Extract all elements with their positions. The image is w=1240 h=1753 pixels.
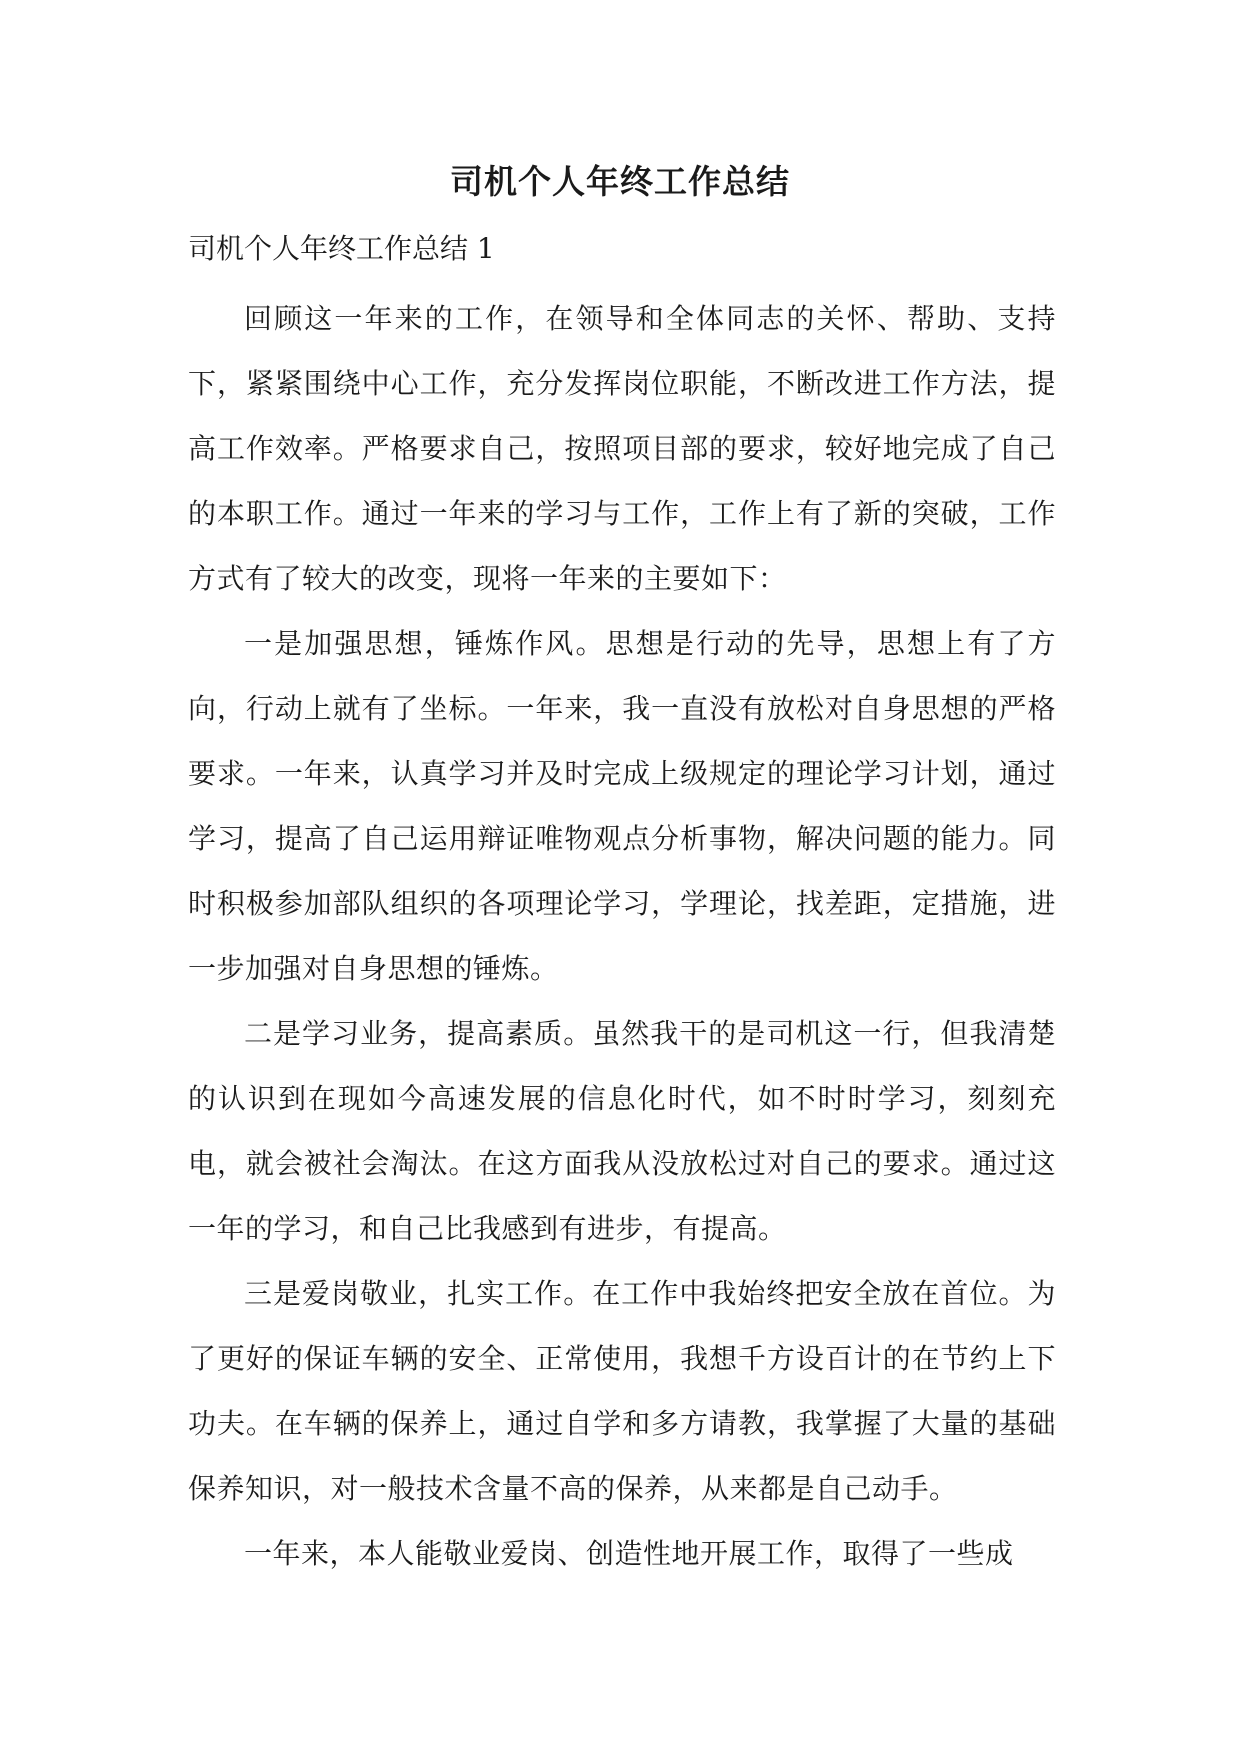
document-subtitle: 司机个人年终工作总结 1 [188,232,495,265]
paragraph-point-two: 二是学习业务，提高素质。虽然我干的是司机这一行，但我清楚的认识到在现如今高速发展的信息化时代，如不时时学习，刻刻充电，就会被社会淘汰。在这方面我从没放松过对自己的要求。通过这一年的学习，和自己比我感到有进步，有提高。 [188,1017,1056,1245]
document-body [188,286,1056,1586]
paragraph-intro: 回顾这一年来的工作，在领导和全体同志的关怀、帮助、支持下，紧紧围绕中心工作，充分发挥岗位职能，不断改进工作方法，提高工作效率。严格要求自己，按照项目部的要求，较好地完成了自己的本职工作。通过一年来的学习与工作，工作上有了新的突破，工作方式有了较大的改变，现将一年来的主要如下： [188,302,1056,595]
paragraph-conclusion: 一年来，本人能敬业爱岗、创造性地开展工作，取得了一些成 [244,1537,1014,1570]
document-title: 司机个人年终工作总结 [450,162,790,201]
paragraph-point-one: 一是加强思想，锤炼作风。思想是行动的先导，思想上有了方向，行动上就有了坐标。一年来，我一直没有放松对自身思想的严格要求。一年来，认真学习并及时完成上级规定的理论学习计划，通过学习，提高了自己运用辩证唯物观点分析事物，解决问题的能力。同时积极参加部队组织的各项理论学习，学理论，找差距，定措施，进一步加强对自身思想的锤炼。 [188,627,1056,985]
paragraph-point-three: 三是爱岗敬业，扎实工作。在工作中我始终把安全放在首位。为了更好的保证车辆的安全、正常使用，我想千方设百计的在节约上下功夫。在车辆的保养上，通过自学和多方请教，我掌握了大量的基础保养知识，对一般技术含量不高的保养，从来都是自己动手。 [188,1277,1056,1505]
